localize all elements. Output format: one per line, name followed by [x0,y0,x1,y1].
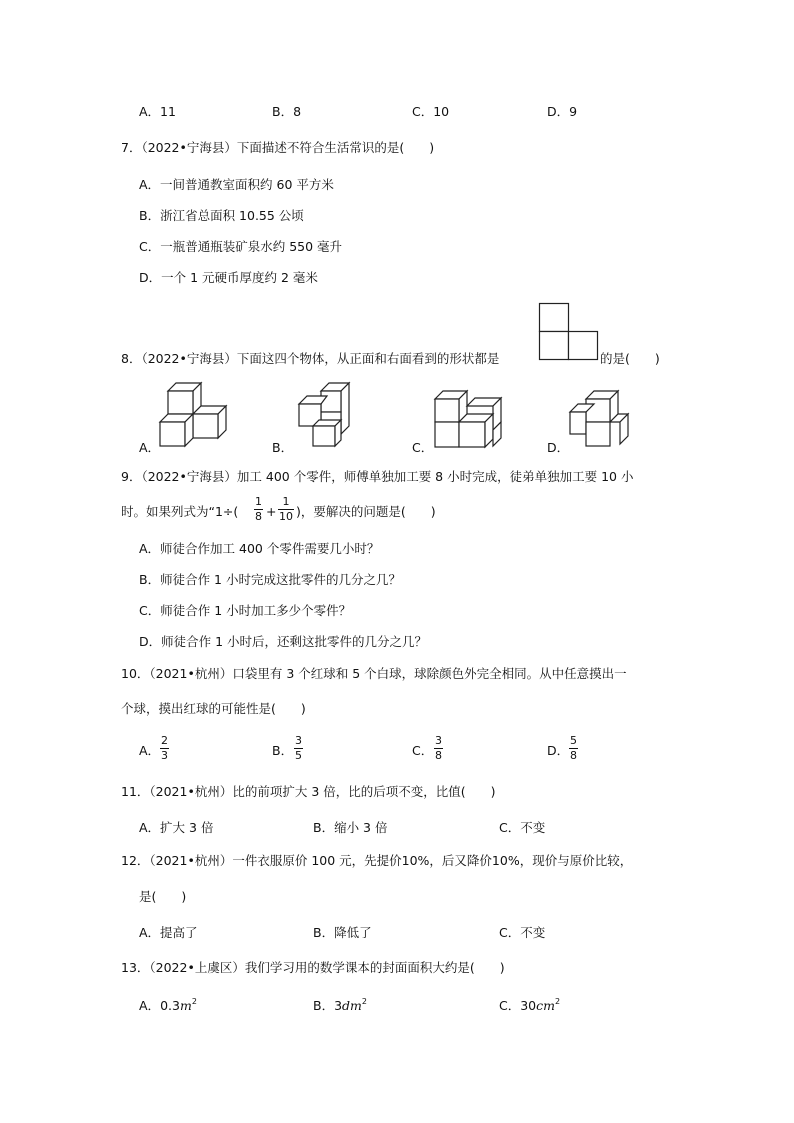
q10-option-b-label: B． [272,743,294,758]
q6-option-a: A．11 [139,104,176,119]
q13-a-label: A． [139,998,161,1013]
q13-a-value: 0.3 [160,998,180,1013]
q10-a-denominator: 3 [161,749,168,762]
q6-option-c: C．10 [412,104,450,119]
q10-option-b-fraction [294,735,303,762]
q12-option-b: B．降低了 [313,925,372,940]
q8-option-d-figure [568,390,632,450]
q12-stem-line2: 是( ) [139,889,187,904]
q11-option-c: C．不变 [499,820,546,835]
q9-stem-line2-start: 时。如果列式为“1÷( [121,504,239,519]
q11-option-b: B．缩小 3 倍 [313,820,388,835]
q12-stem-line1: 12．（2021•杭州）一件衣服原价 100 元，先提价10%，后又降价10%，现价与原价比较， [121,853,633,868]
q13-a-exponent: 2 [191,997,197,1006]
q9-frac2-denominator: 10 [279,510,293,523]
q11-stem: 11．（2021•杭州）比的前项扩大 3 倍，比的后项不变，比值( ) [121,784,496,799]
q12-option-c: C．不变 [499,925,546,940]
q13-stem: 13．（2022•上虞区）我们学习用的数学课本的封面面积大约是( ) [121,960,505,975]
q10-d-denominator: 8 [570,749,577,762]
q13-option-a [139,998,197,1014]
q6-option-b: B．8 [272,104,302,119]
q10-b-denominator: 5 [295,749,302,762]
q13-b-unit: dm [342,998,362,1013]
q7-option-b: B．浙江省总面积 10.55 公顷 [139,208,304,223]
q8-option-c-label: C． [412,440,434,455]
q7-option-d: D．一个 1 元硬币厚度约 2 毫米 [139,270,318,285]
q10-option-c-fraction [434,735,443,762]
q10-b-numerator: 3 [295,734,302,747]
q7-option-c: C．一瓶普通瓶装矿泉水约 550 毫升 [139,239,343,254]
q13-option-c [499,998,560,1014]
q10-d-numerator: 5 [570,734,577,747]
q9-option-d: D．师徒合作 1 小时后，还剩这批零件的几分之几？ [139,634,428,649]
q10-option-a-label: A． [139,743,161,758]
q7-option-a: A．一间普通教室面积约 60 平方米 [139,177,334,192]
q8-option-d-label: D． [547,440,570,455]
q10-option-d-label: D． [547,743,570,758]
q9-option-c: C．师徒合作 1 小时加工多少个零件？ [139,603,352,618]
q8-stem: 8．（2022•宁海县）下面这四个物体，从正面和右面看到的形状都是 [121,351,500,366]
q10-a-numerator: 2 [161,734,168,747]
q13-c-exponent: 2 [555,997,561,1006]
q13-b-exponent: 2 [361,997,367,1006]
q9-frac1-numerator: 1 [255,495,262,508]
q9-stem-line2-end: )，要解决的问题是( ) [296,504,436,519]
q8-option-a-figure [160,382,230,448]
q8-option-b-figure [293,382,353,448]
q10-option-a-fraction [160,735,169,762]
q10-option-d-fraction [569,735,578,762]
q9-option-b: B．师徒合作 1 小时完成这批零件的几分之几？ [139,572,401,587]
q9-fraction-1-8 [254,496,263,523]
q9-fraction-1-10 [278,496,294,523]
q11-option-a: A．扩大 3 倍 [139,820,214,835]
q10-c-numerator: 3 [435,734,442,747]
q9-frac1-denominator: 8 [255,510,262,523]
q9-option-a: A．师徒合作加工 400 个零件需要几小时？ [139,541,380,556]
q9-frac2-numerator: 1 [282,495,290,508]
q13-c-unit: cm [536,998,555,1013]
q13-option-b [313,998,367,1014]
q12-option-a: A．提高了 [139,925,198,940]
q7-stem: 7．（2022•宁海县）下面描述不符合生活常识的是( ) [121,140,435,155]
q13-a-unit: m [179,998,192,1013]
q10-stem-line2: 个球，摸出红球的可能性是( ) [121,701,306,716]
q13-c-value: 30 [520,998,537,1013]
q9-stem-line1: 9．（2022•宁海县）加工 400 个零件，师傅单独加工要 8 小时完成，徒弟单独加工要 10 小 [121,469,634,484]
q8-option-c-figure [433,390,505,450]
q8-view-shape-figure [539,303,599,361]
q9-plus-sign: + [266,504,277,519]
q6-option-d: D．9 [547,104,578,119]
q10-c-denominator: 8 [435,749,442,762]
q13-c-label: C． [499,998,521,1013]
q13-b-label: B． [313,998,335,1013]
q10-stem-line1: 10．（2021•杭州）口袋里有 3 个红球和 5 个白球，球除颜色外完全相同。从中任意摸出一 [121,666,627,681]
q8-option-b-label: B． [272,440,294,455]
q13-b-value: 3 [334,998,343,1013]
q10-option-c-label: C． [412,743,434,758]
q8-option-a-label: A． [139,440,161,455]
q8-stem-end: 的是( ) [600,351,660,366]
